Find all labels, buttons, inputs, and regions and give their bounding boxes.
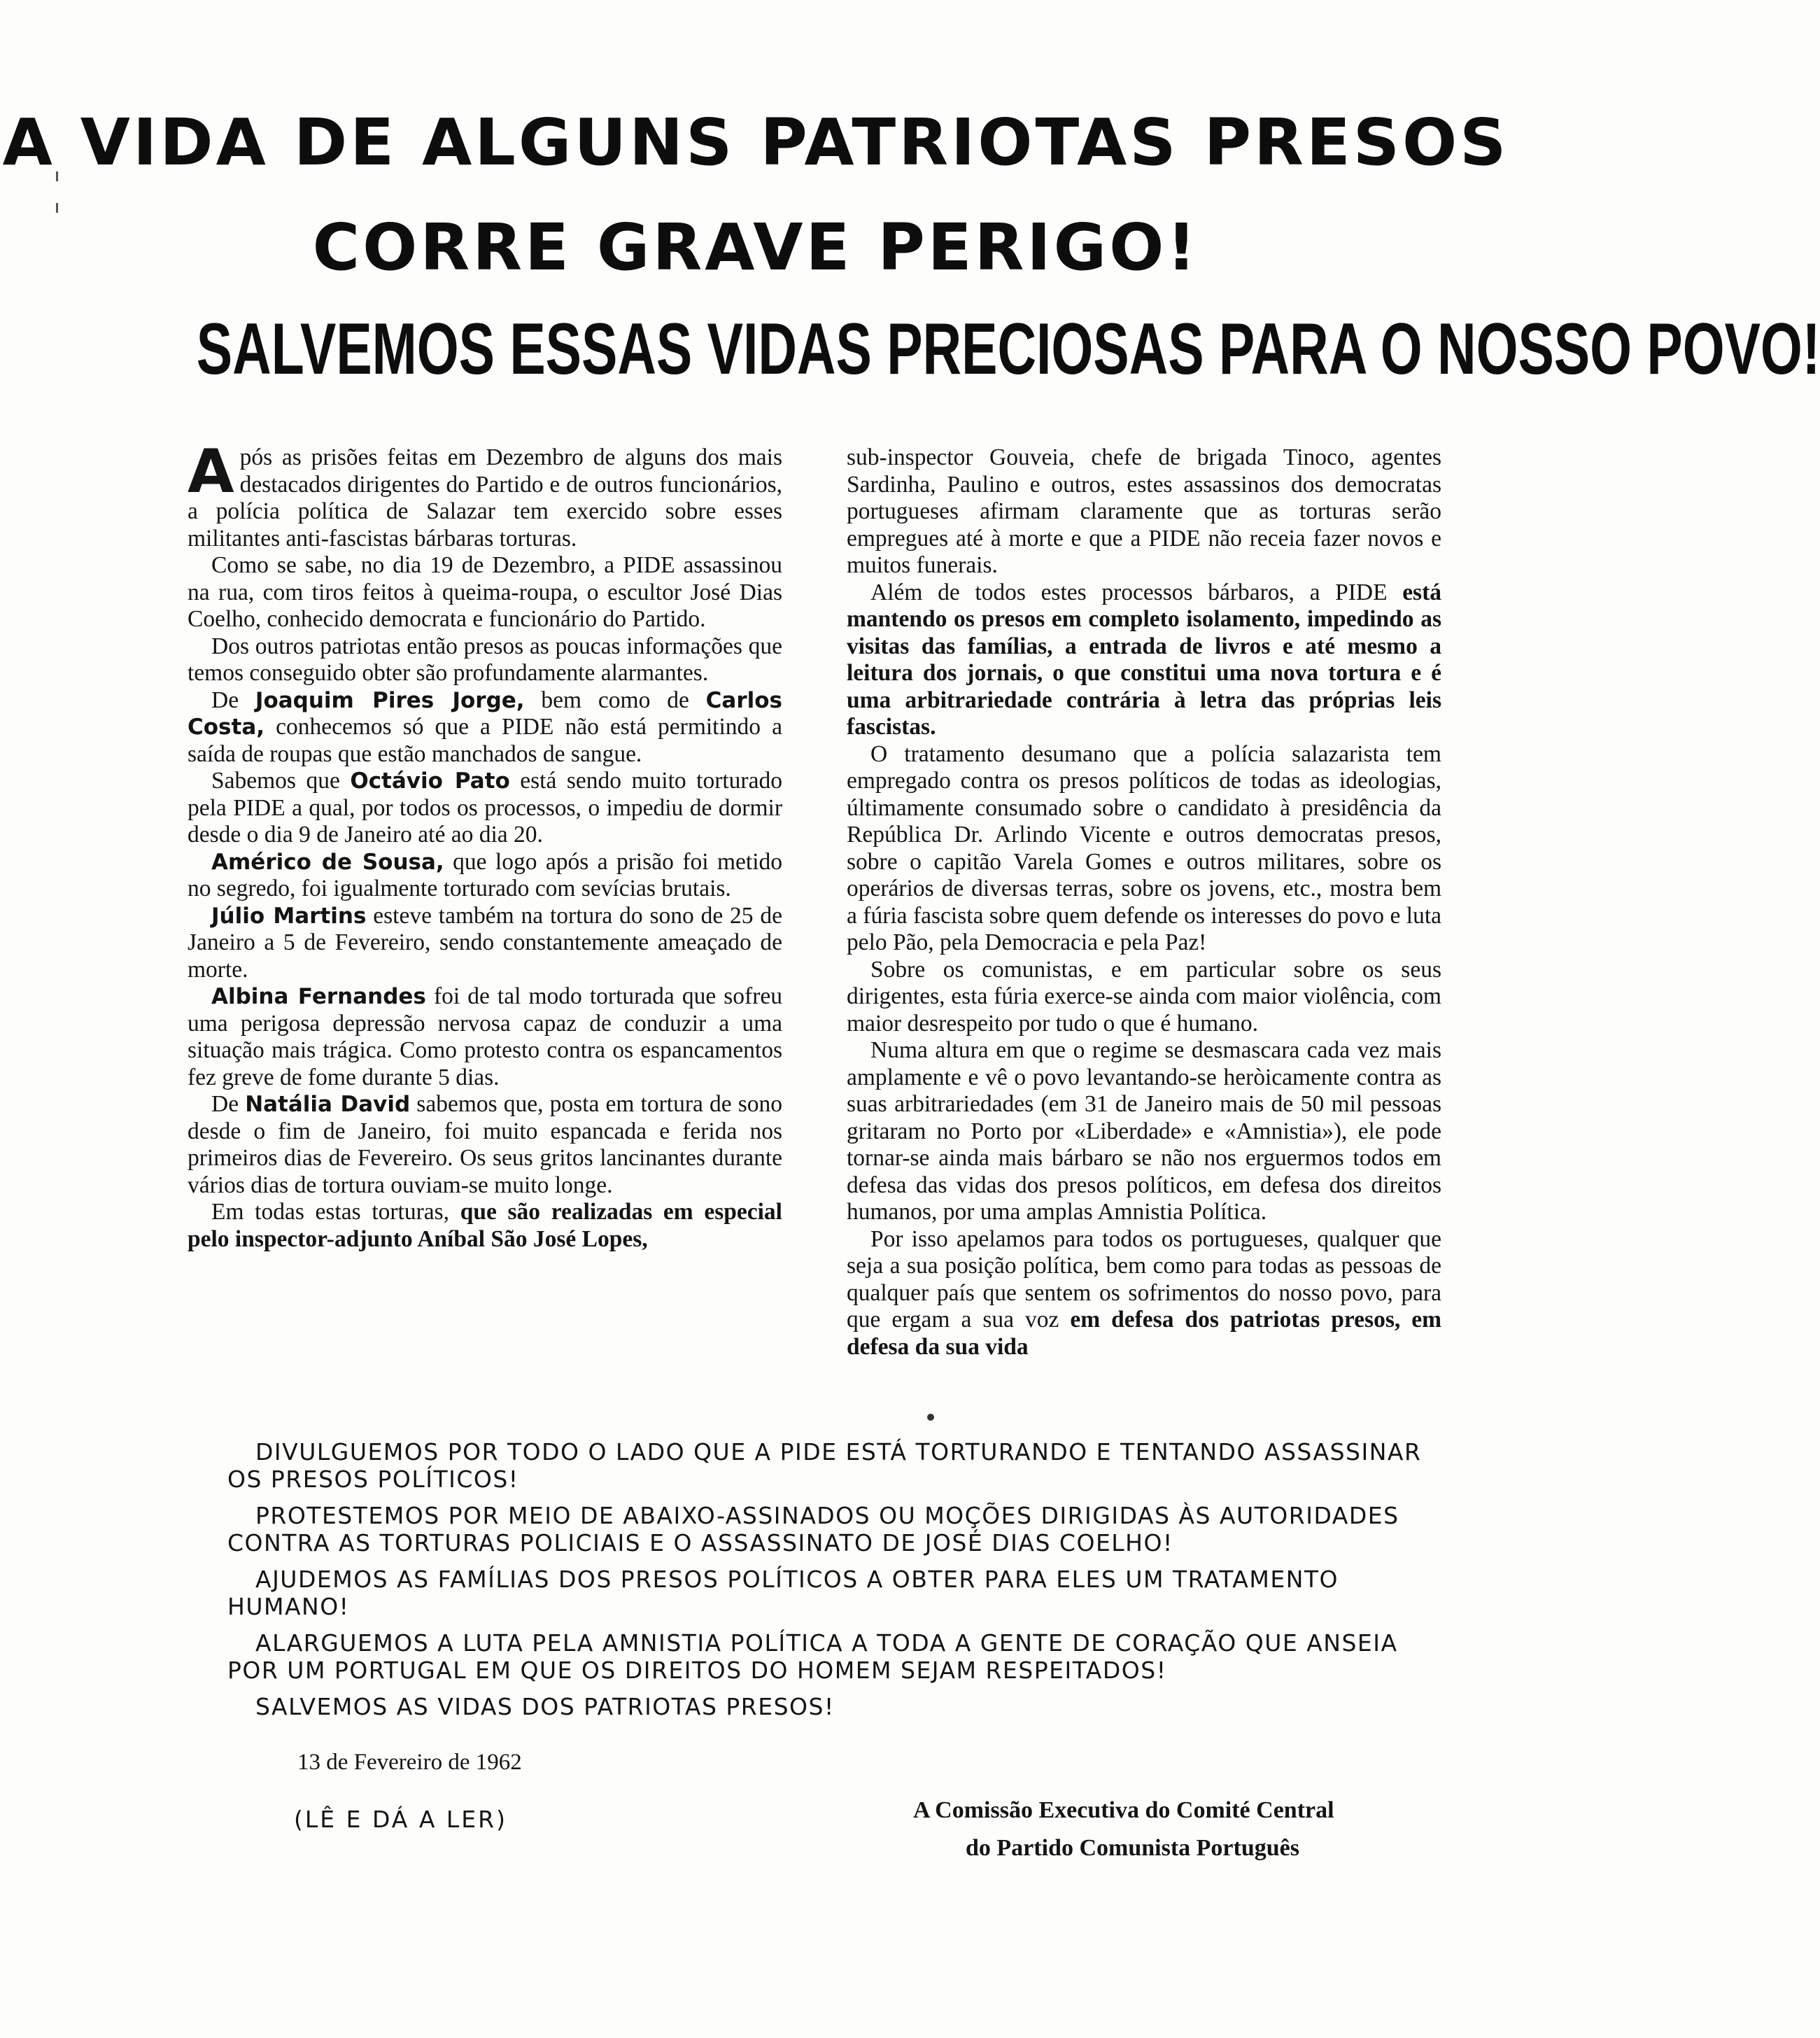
headline-line-3: SALVEMOS ESSAS VIDAS PRECIOSAS PARA O NOSSO POVO!: [196, 309, 1820, 390]
headline-line-1: A VIDA DE ALGUNS PATRIOTAS PRESOS: [2, 105, 1509, 180]
paragraph-text: De: [211, 687, 255, 713]
appeals-block: [227, 1438, 1445, 1729]
paragraph: sub-inspector Gouveia, chefe de brigada Tinoco, agentes Sardinha, Paulino e outros, estes assassinos dos democratas portugueses afirmam claramente que as torturas serão empregues até à morte e que a PIDE não receia fazer novos e muitos funerais.: [847, 444, 1441, 578]
appeal-item: ALARGUEMOS A LUTA PELA AMNISTIA POLÍTICA A TODA A GENTE DE CORAÇÃO QUE ANSEIA POR UM PORTUGAL EM QUE OS DIREITOS DO HOMEM SEJAM RESPEITADOS!: [227, 1629, 1398, 1684]
paragraph-text: bem como de: [524, 687, 706, 713]
emphasis-text: que são realizadas em especial pelo inspector-adjunto Aníbal São José Lopes,: [188, 1199, 782, 1252]
read-and-share-motto: (LÊ E DÁ A LER): [294, 1806, 507, 1833]
left-column: [188, 437, 783, 1361]
paragraph: Como se sabe, no dia 19 de Dezembro, a PIDE assassinou na rua, com tiros feitos à queima-roupa, o escultor José Dias Coelho, conhecido democrata e funcionário do Partido.: [188, 552, 782, 632]
appeal-item: DIVULGUEMOS POR TODO O LADO QUE A PIDE ESTÁ TORTURANDO E TENTANDO ASSASSINAR OS PRESOS POLÍTICOS!: [227, 1438, 1422, 1493]
prisoner-name: Natália David: [245, 1092, 411, 1117]
drop-cap: A: [188, 437, 234, 507]
emphasis-text: em defesa dos patriotas presos, em defesa da sua vida: [847, 1307, 1441, 1360]
paragraph-text: Em todas estas torturas,: [211, 1199, 460, 1225]
signature-line-2: do Partido Comunista Português: [966, 1835, 1299, 1861]
paragraph: [188, 903, 782, 984]
prisoner-name: Júlio Martins: [211, 903, 367, 929]
appeal-item: PROTESTEMOS POR MEIO DE ABAIXO-ASSINADOS OU MOÇÕES DIRIGIDAS ÀS AUTORIDADES CONTRA AS TORTURAS POLICIAIS E O ASSASSINATO DE JOSÉ DIAS COELHO!: [227, 1502, 1399, 1556]
emphasis-text: está mantendo os presos em completo isolamento, impedindo as visitas das famílias, a entrada de livros e até mesmo a leitura dos jornais, o que constitui uma nova tortura e é uma arbitrariedade contrária à letra das próprias leis fascistas.: [847, 579, 1441, 740]
paragraph-text: pós as prisões feitas em Dezembro de alguns dos mais destacados dirigentes do Partido e de outros funcionários, a polícia política de Salazar tem exercido sobre esses militantes anti-fascistas bárbaras torturas.: [188, 444, 782, 551]
paragraph-text: esteve também na tortura do sono de 25 de Janeiro a 5 de Fevereiro, sendo constantemente ameaçado de morte.: [188, 902, 782, 983]
paragraph: O tratamento desumano que a polícia salazarista tem empregado contra os presos políticos de todas as ideologias, últimamente consumado sobre o candidato à presidência da República Dr. Arlindo Vicente e outros democratas presos, sobre o capitão Varela Gomes e outros militares, sobre os operários de diversas terras, sobre os jovens, etc., mostra bem a fúria fascista sobre quem defende os interesses do povo e luta pelo Pão, pela Democracia e pela Paz!: [847, 740, 1441, 955]
paragraph-text: De: [211, 1091, 246, 1117]
paragraph: [188, 687, 782, 768]
prisoner-name: Joaquim Pires Jorge,: [255, 687, 525, 713]
paragraph-text: foi de tal modo torturada que sofreu uma perigosa depressão nervosa capaz de conduzir a uma situação mais trágica. Como protesto contra os espancamentos fez greve de fome durante 5 dias.: [188, 983, 782, 1090]
paragraph-text: está sendo muito torturado pela PIDE a qual, por todos os processos, o impediu de dormir desde o dia 9 de Janeiro até ao dia 20.: [188, 768, 782, 848]
headline-line-2: CORRE GRAVE PERIGO!: [312, 210, 1199, 285]
paragraph: [188, 768, 782, 849]
prisoner-name: Octávio Pato: [350, 768, 510, 794]
paragraph: Numa altura em que o regime se desmascara cada vez mais amplamente e vê o povo levantando-se heròicamente contra as suas arbitrariedades (em 31 de Janeiro mais de 50 mil pessoas gritaram no Porto por «Liberdade» e «Amnistia»), ele pode tornar-se ainda mais bárbaro se não nos erguermos todos em defesa das vidas dos presos políticos, em defesa dos direitos humanos, por uma amplas Amnistia Política.: [847, 1037, 1441, 1225]
ink-mark: [927, 1414, 934, 1421]
paragraph: [188, 437, 782, 552]
prisoner-name: Carlos Costa,: [188, 687, 782, 740]
paragraph-text: Sabemos que: [211, 768, 351, 794]
paragraph: [847, 1226, 1441, 1361]
paragraph: Sobre os comunistas, e em particular sobre os seus dirigentes, esta fúria exerce-se ainda com maior violência, com maior desrespeito por tudo o que é humano.: [847, 956, 1441, 1036]
right-column: [847, 444, 1441, 1361]
article-columns: [188, 437, 1441, 1361]
signature-line-1: A Comissão Executiva do Comité Central: [913, 1797, 1334, 1823]
appeal-item: AJUDEMOS AS FAMÍLIAS DOS PRESOS POLÍTICOS A OBTER PARA ELES UM TRATAMENTO HUMANO!: [227, 1566, 1339, 1620]
paragraph-text: sabemos que, posta em tortura de sono desde o fim de Janeiro, foi muito espancada e ferida nos primeiros dias de Fevereiro. Os seus gritos lancinantes durante vários dias de tortura ouviam-se muito longe.: [188, 1091, 783, 1198]
paragraph-text: Além de todos estes processos bárbaros, a PIDE: [870, 579, 1403, 605]
paragraph: [847, 579, 1441, 741]
paragraph-text: conhecemos só que a PIDE não está permitindo a saída de roupas que estão manchados de sangue.: [188, 714, 782, 767]
prisoner-name: Américo de Sousa,: [211, 849, 444, 875]
appeal-item: SALVEMOS AS VIDAS DOS PATRIOTAS PRESOS!: [255, 1693, 835, 1720]
paragraph-text: que logo após a prisão foi metido no segredo, foi igualmente torturado com sevícias brutais.: [188, 848, 783, 901]
publication-date: 13 de Fevereiro de 1962: [297, 1750, 522, 1775]
paragraph: [188, 849, 782, 903]
prisoner-name: Albina Fernandes: [211, 984, 426, 1009]
paragraph: [188, 983, 782, 1091]
paragraph: [188, 1199, 782, 1253]
paragraph: Dos outros patriotas então presos as poucas informações que temos conseguido obter são profundamente alarmantes.: [188, 633, 782, 686]
paragraph: [188, 1091, 782, 1199]
paragraph-text: Por isso apelamos para todos os portugueses, qualquer que seja a sua posição política, bem como para todas as pessoas de qualquer país que sentem os sofrimentos do nosso povo, para que ergam a sua voz: [847, 1225, 1441, 1333]
